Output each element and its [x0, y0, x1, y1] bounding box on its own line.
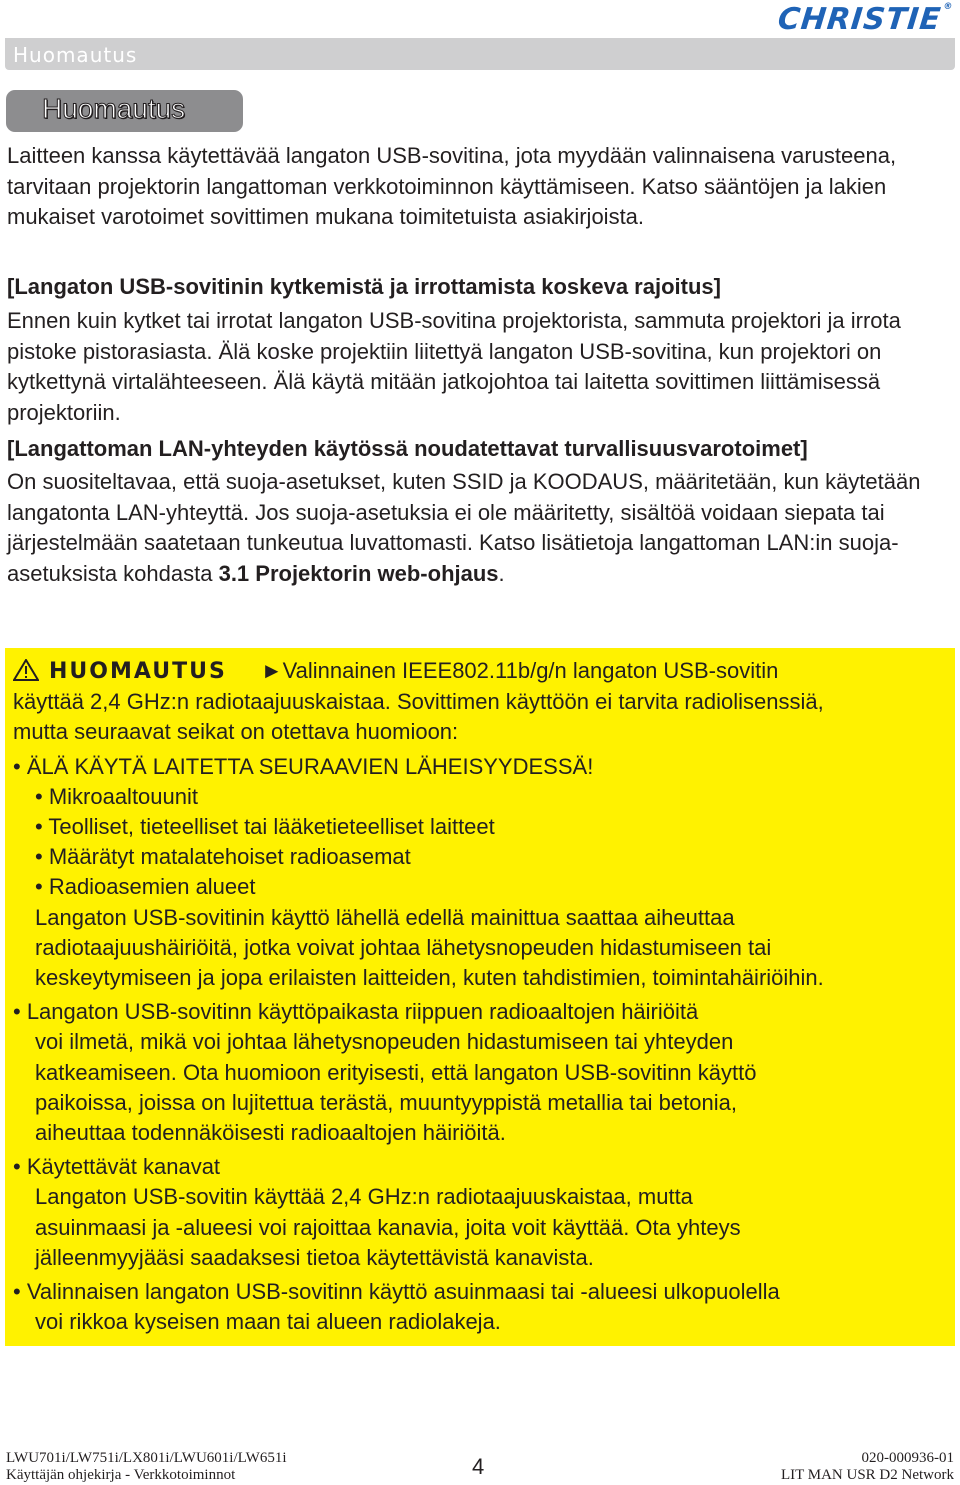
caution-bullet: • Käytettävät kanavat	[13, 1154, 221, 1180]
caution-line: Langaton USB-sovitin käyttää 2,4 GHz:n radiotaajuuskaistaa, mutta	[35, 1184, 693, 1210]
caution-line: voi rikkoa kyseisen maan tai alueen radiolakeja.	[35, 1309, 501, 1335]
caution-bullet: • Langaton USB-sovitinn käyttöpaikasta riippuen radioaaltojen häiriöitä	[13, 999, 699, 1025]
caution-line: keskeytymiseen ja jopa erilaisten laitteiden, kuten tahdistimien, toimintahäiriöihin.	[35, 965, 824, 991]
caution-bullet: • Valinnaisen langaton USB-sovitinn käyttö asuinmaasi tai -alueesi ulkopuolella	[13, 1279, 780, 1305]
footer-manual-title: Käyttäjän ohjekirja - Verkkotoiminnot	[6, 1467, 236, 1483]
caution-sub-bullet: • Mikroaaltouunit	[35, 783, 199, 809]
footer-left	[6, 1450, 287, 1484]
lan-safety-paragraph	[7, 467, 955, 589]
lan-safety-heading: [Langattoman LAN-yhteyden käytössä noudatettavat turvallisuusvarotoimet]	[7, 436, 808, 461]
lan-safety-text: On suositeltavaa, että suoja-asetukset, kuten SSID ja KOODAUS, määritetään, kun käytetään langatonta LAN-yhteyttä. Jos suoja-asetuksia ei ole määritetty, sisältöä voidaan siepata tai järjestelmään saatetaan tunkeutua luvattomasti. Katso lisätietoja langattoman LAN:in suoja-asetuksista kohdasta	[7, 469, 921, 586]
christie-logo	[776, 2, 954, 36]
intro-paragraph: Laitteen kanssa käytettävää langaton USB-sovitina, jota myydään valinnaisena varusteena, tarvitaan projektorin langattoman verkkotoiminnon käyttämiseen. Katso sääntöjen ja lakien mukaiset varotoimet sovittimen mukana toimitetuista asiakirjoista.	[7, 143, 897, 229]
usb-restriction-text: Ennen kuin kytket tai irrotat langaton USB-sovitina projektorista, sammuta projektori ja irrota pistoke pistorasiasta. Älä koske projektiin liitettyä langaton USB-sovitina, kun projektori on kytkettynä virtalähteeseen. Älä käytä mitään jatkojohtoa tai laitetta sovittimen liittämisessä projektoriin.	[7, 308, 901, 425]
header-bar	[5, 38, 955, 70]
caution-line: aiheuttaa todennäköisesti radioaaltojen häiriöitä.	[35, 1120, 506, 1146]
footer-right	[781, 1450, 954, 1484]
usb-restriction-heading: [Langaton USB-sovitinin kytkemistä ja irrottamista koskeva rajoitus]	[7, 274, 721, 299]
caution-sub-bullet: • Teolliset, tieteelliset tai lääketieteelliset laitteet	[35, 814, 495, 840]
caution-sub-bullet: • Radioasemien alueet	[35, 874, 256, 900]
logo-text: CHRISTIE	[775, 2, 943, 37]
caution-line: asuinmaasi ja -alueesi voi rajoittaa kanavia, joita voit käyttää. Ota yhteys	[35, 1214, 741, 1240]
caution-line: mutta seuraavat seikat on otettava huomioon:	[13, 719, 459, 745]
caution-line: voi ilmetä, mikä voi johtaa lähetysnopeuden hidastumiseen tai yhteyden	[35, 1029, 734, 1055]
caution-line: paikoissa, joissa on lujitettua terästä, muuntyyppistä metallia tai betonia,	[35, 1089, 737, 1115]
arrow-icon: ►	[260, 658, 283, 683]
caution-line: katkeamiseen. Ota huomioon erityisesti, että langaton USB-sovitinn käyttö	[35, 1059, 757, 1085]
section-heading-label: Huomautus	[42, 93, 186, 124]
caution-line: käyttää 2,4 GHz:n radiotaajuuskaistaa. Sovittimen käyttöön ei tarvita radiolisenssiä,	[13, 689, 824, 715]
caution-title-line	[13, 656, 947, 687]
header-title: Huomautus	[13, 43, 138, 67]
caution-line: radiotaajuushäiriöitä, jotka voivat johtaa lähetysnopeuden hidastumiseen tai	[35, 934, 772, 960]
footer-doc-number: 020-000936-01	[861, 1450, 954, 1466]
caution-sub-bullet: • Määrätyt matalatehoiset radioasemat	[35, 844, 411, 870]
caution-box	[5, 648, 955, 1346]
warning-triangle-icon	[13, 659, 39, 681]
page-number: 4	[472, 1454, 485, 1479]
registered-mark: ®	[942, 2, 954, 12]
section-heading	[6, 90, 243, 132]
caution-line: jälleenmyyjääsi saadaksesi tietoa käytettävistä kanavista.	[35, 1244, 594, 1270]
caution-line: Valinnainen IEEE802.11b/g/n langaton USB-sovitin	[282, 658, 779, 683]
caution-bullet: • ÄLÄ KÄYTÄ LAITETTA SEURAAVIEN LÄHEISYYDESSÄ!	[13, 753, 594, 779]
caution-line: Langaton USB-sovitinin käyttö lähellä edellä mainittua saattaa aiheuttaa	[35, 904, 735, 930]
footer-models: LWU701i/LW751i/LX801i/LWU601i/LW651i	[6, 1450, 287, 1466]
lan-safety-end: .	[498, 560, 505, 586]
caution-title: HUOMAUTUS	[49, 659, 227, 684]
footer-doc-title: LIT MAN USR D2 Network	[780, 1467, 954, 1483]
web-control-reference: 3.1 Projektorin web-ohjaus	[218, 560, 499, 586]
